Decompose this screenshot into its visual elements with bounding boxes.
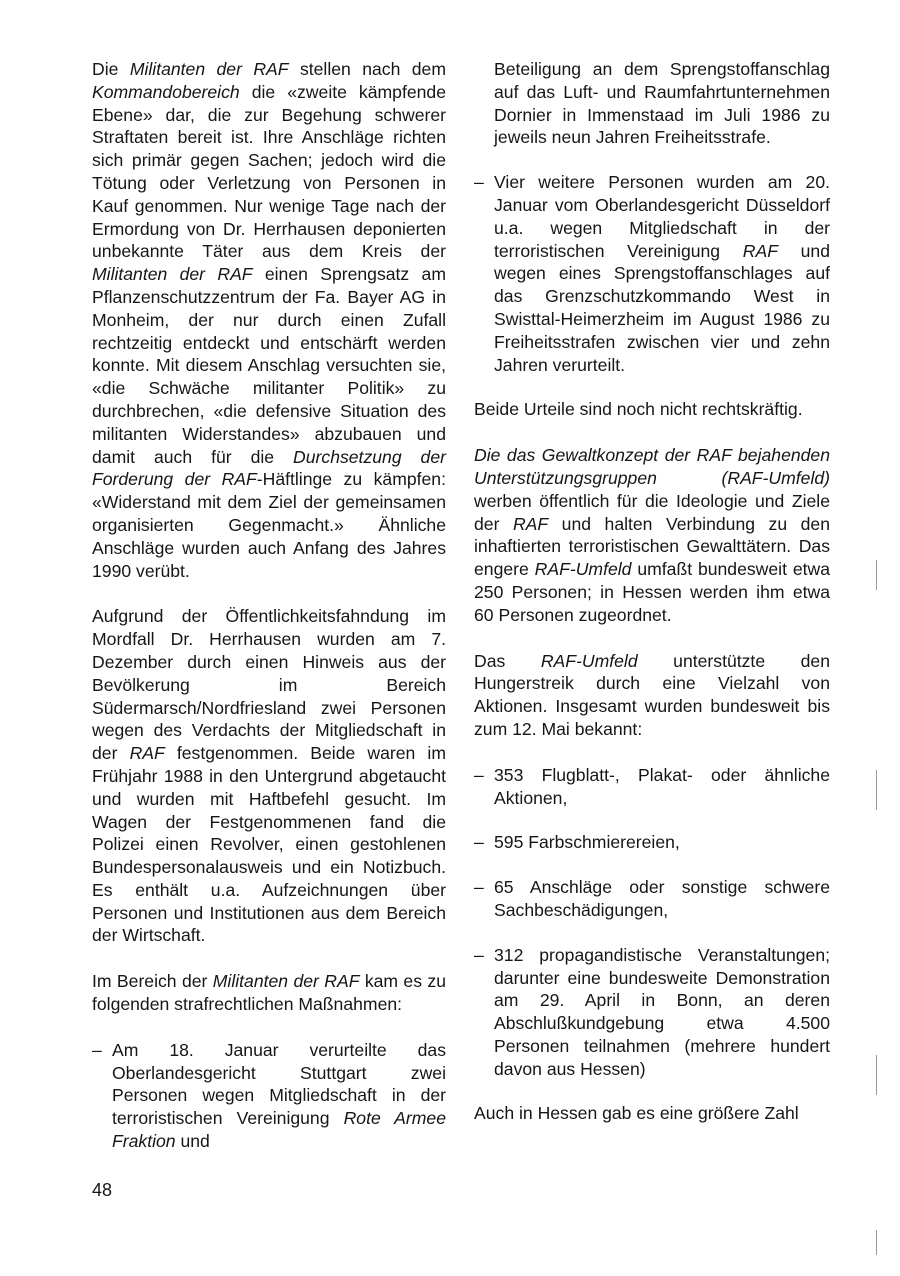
text-run: Die — [92, 59, 130, 79]
dash-bullet: – — [474, 764, 484, 785]
italic-run: RAF-Umfeld — [540, 650, 638, 671]
text-run: 353 Flugblatt-, Plakat- oder ähnliche Aktionen, — [494, 764, 830, 808]
text-run: -Häftlinge zu kämpfen: «Widerstand mit dem Ziel der gemeinsamen organisierten Gegenmacht.» Ähnliche Anschläge wurden auch Anfang des Jahres 1990 verübt. — [92, 469, 446, 581]
text-run: die «zweite kämpfende Ebene» dar, die zur Begehung schwerer Straftaten bereit ist. Ihre Anschläge richten sich primär gegen Sachen; jedoch wird die Tötung oder Verletzung von Personen in Kauf genommen. Nur wenige Tage nach der Ermordung von Dr. Herrhausen deponierten unbekannte Täter aus dem Kreis der — [92, 81, 446, 262]
text-run: und wegen eines Sprengstoffanschlages auf das Grenzschutzkommando West in Swisttal-Heimerzheim im August 1986 zu Freiheitsstrafen zwischen vier und zehn Jahren verurteilt. — [494, 240, 830, 375]
paragraph-massnahmen-intro — [92, 970, 446, 1016]
text-run: festgenommen. Beide waren im Frühjahr 1988 in den Untergrund abgetaucht und wurden mit Haftbefehl gesucht. Im Wagen der Festgenommenen fand die Polizei einen Revolver, einen gestohlenen Bundespersonalausweis und ein Notizbuch. Es enthält u.a. Aufzeichnungen über Personen und Institutionen aus dem Bereich der Wirtschaft. — [92, 743, 446, 946]
list-item — [474, 876, 830, 922]
paragraph-hessen: Auch in Hessen gab es eine größere Zahl — [474, 1103, 799, 1124]
paragraph-rechtskraft: Beide Urteile sind noch nicht rechtskräftig. — [474, 399, 803, 420]
italic-run: Militanten der RAF — [212, 971, 360, 992]
italic-run: RAF-Umfeld — [534, 559, 632, 580]
italic-run: Kommandobereich — [92, 81, 240, 102]
text-run: 595 Farbschmierereien, — [494, 832, 680, 853]
list-item-urteil-duesseldorf — [474, 171, 830, 376]
paragraph-hungerstreik — [474, 650, 830, 741]
scan-speck — [876, 560, 877, 590]
text-run: 312 propagandistische Veranstaltungen; darunter eine bundesweite Demonstration am 29. April in Bonn, an deren Abschlußkundgebung etwa 4.500 Personen teilnahmen (mehrere hundert davon aus Hessen) — [494, 944, 830, 1079]
list-item-urteil-stuttgart — [92, 1039, 446, 1153]
italic-run: Die das Gewaltkonzept der RAF bejahenden Unterstützungsgruppen (RAF-Umfeld) — [474, 445, 830, 488]
list-item — [474, 944, 830, 1081]
paragraph-raf-umfeld — [474, 444, 830, 626]
italic-run: Rote Armee Fraktion — [112, 1108, 447, 1152]
text-run: einen Sprengsatz am Pflanzenschutzzentrum der Fa. Bayer AG in Monheim, der nur durch einen Zufall rechtzeitig entdeckt und entschärft werden konnte. Mit diesem Anschlag versuchten sie, «die Schwäche militanter Politik» zu durchbrechen, «die defensive Situation des militanten Widerstandes» abzubauen und damit auch für die — [92, 264, 446, 467]
text-run: und — [175, 1131, 210, 1152]
text-run: kam es zu folgenden strafrechtlichen Maßnahmen: — [92, 971, 446, 1015]
dash-bullet: – — [474, 172, 484, 193]
paragraph-festnahme — [92, 605, 446, 947]
italic-run: Militanten der RAF — [129, 59, 289, 79]
text-run: 65 Anschläge oder sonstige schwere Sachbeschädigungen, — [494, 877, 830, 920]
scan-speck — [876, 1230, 877, 1255]
text-run: Vier weitere Personen wurden am 20. Januar vom Oberlandesgericht Düsseldorf u.a. wegen Mitgliedschaft in der terroristischen Vereinigung — [494, 172, 830, 261]
text-run: umfaßt bundesweit etwa 250 Personen; in Hessen werden ihm etwa 60 Personen zugeordnet. — [474, 559, 831, 625]
right-column — [474, 58, 830, 1148]
text-run: werben öffentlich für die Ideologie und Ziele der — [474, 490, 830, 534]
text-run: Am 18. Januar verurteilte das Oberlandesgericht Stuttgart zwei Personen wegen Mitgliedschaft in der terroristischen Vereinigung — [112, 1039, 446, 1129]
text-run: unterstützte den Hungerstreik durch eine Vielzahl von Aktionen. Insgesamt wurden bundesweit bis zum 12. Mai bekannt: — [474, 650, 830, 739]
text-run: Aufgrund der Öffentlichkeitsfahndung im Mordfall Dr. Herrhausen wurden am 7. Dezember durch einen Hinweis aus der Bevölkerung im Bereich Südermarsch/Nordfriesland zwei Personen wegen des Verdachts der Mitgliedschaft in der — [92, 606, 446, 764]
text-run: Beteiligung an dem Sprengstoffanschlag auf das Luft- und Raumfahrtunternehmen Dornier in Immenstaad im Juli 1986 zu jeweils neun Jahren Freiheitsstrafe. — [494, 59, 830, 148]
italic-run: Militanten der RAF — [92, 264, 253, 285]
dash-bullet: – — [92, 1039, 102, 1060]
italic-run: Durchsetzung der Forderung der RAF — [92, 446, 446, 490]
italic-run: RAF — [129, 743, 165, 764]
dash-bullet: – — [474, 944, 484, 965]
text-run: Das — [474, 650, 541, 671]
text-run: stellen nach dem — [288, 59, 446, 79]
italic-run: RAF — [742, 240, 778, 261]
italic-run: RAF — [512, 513, 549, 534]
paragraph-militante-raf — [92, 58, 446, 582]
left-column — [92, 58, 446, 1175]
text-run: und halten Verbindung zu den inhaftierten terroristischen Gewalttätern. Das engere — [474, 513, 830, 580]
scan-speck — [876, 1055, 877, 1095]
list-item — [474, 831, 830, 854]
text-run: Im Bereich der — [92, 971, 213, 992]
page-number: 48 — [92, 1180, 113, 1200]
dash-bullet: – — [474, 877, 484, 898]
list-item-continuation — [474, 58, 830, 149]
list-item — [474, 764, 830, 810]
dash-bullet: – — [474, 832, 484, 853]
scan-speck — [876, 770, 877, 810]
